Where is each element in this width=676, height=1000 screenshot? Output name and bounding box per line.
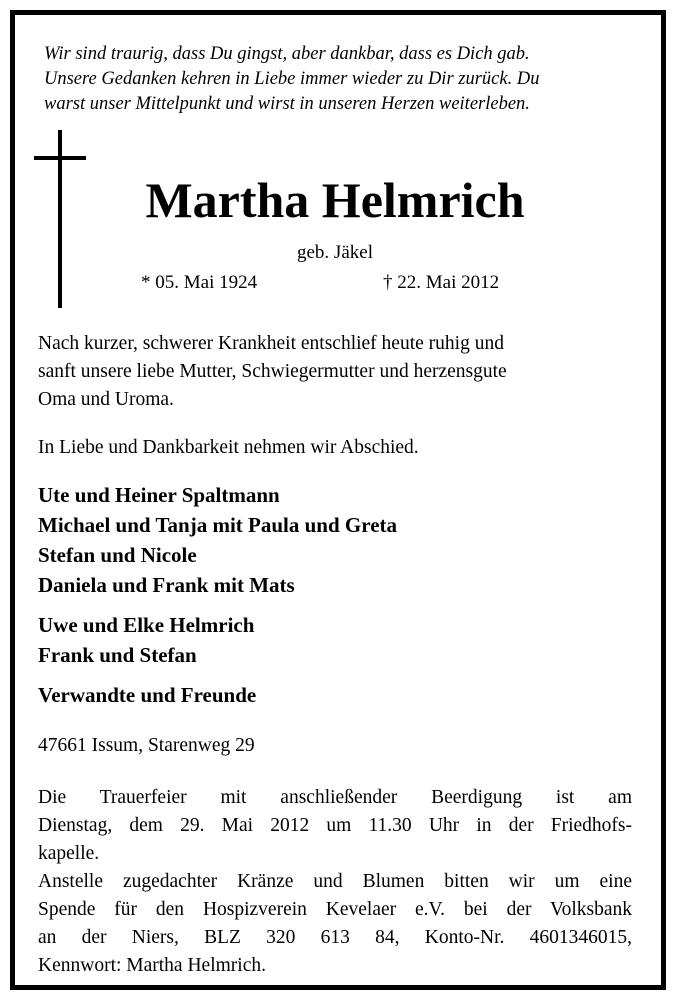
announcement-line: Nach kurzer, schwerer Krankheit entschlief heute ruhig und — [38, 333, 504, 354]
funeral-line: kapelle. — [38, 843, 100, 864]
mourner-line: Frank und Stefan — [38, 643, 197, 667]
address-line: 47661 Issum, Starenweg 29 — [38, 735, 255, 756]
death-date: † 22. Mai 2012 — [383, 272, 500, 293]
mourners-group-2 — [38, 610, 632, 670]
motto-line: warst unser Mittelpunkt und wirst in unseren Herzen weiterleben. — [44, 94, 530, 114]
funeral-line: Die Trauerfeier mit anschließender Beerdigung ist am — [38, 787, 632, 808]
deceased-name: Martha Helmrich — [145, 172, 525, 228]
farewell-text — [38, 434, 632, 462]
donation-line: Kennwort: Martha Helmrich. — [38, 955, 266, 976]
announcement-line: Oma und Uroma. — [38, 389, 174, 410]
mourner-line: Verwandte und Freunde — [38, 683, 257, 707]
mourner-line: Stefan und Nicole — [38, 543, 197, 567]
motto-line: Unsere Gedanken kehren in Liebe immer wieder zu Dir zurück. Du — [44, 69, 540, 89]
mourner-line: Ute und Heiner Spaltmann — [38, 483, 280, 507]
donation-line: Spende für den Hospizverein Kevelaer e.V. bei der Volksbank — [38, 899, 632, 920]
cross-icon — [34, 130, 86, 308]
funeral-details — [38, 784, 632, 980]
mourner-line: Daniela und Frank mit Mats — [38, 573, 295, 597]
donation-line: Anstelle zugedachter Kränze und Blumen bitten wir um eine — [38, 871, 632, 892]
announcement-line: sanft unsere liebe Mutter, Schwiegermutter und herzensgute — [38, 361, 507, 382]
birth-date: * 05. Mai 1924 — [141, 272, 258, 293]
mourner-line: Michael und Tanja mit Paula und Greta — [38, 513, 398, 537]
maiden-name: geb. Jäkel — [297, 242, 373, 263]
mourners-group-1 — [38, 480, 632, 600]
funeral-line: Dienstag, dem 29. Mai 2012 um 11.30 Uhr in der Friedhofs- — [38, 815, 632, 836]
announcement-text — [38, 330, 632, 414]
donation-line: an der Niers, BLZ 320 613 84, Konto-Nr. 4601346015, — [38, 927, 632, 948]
farewell-line: In Liebe und Dankbarkeit nehmen wir Abschied. — [38, 437, 419, 458]
mourner-line: Uwe und Elke Helmrich — [38, 613, 255, 637]
mourners-group-3 — [38, 680, 632, 710]
address — [38, 732, 632, 760]
motto-verse — [44, 42, 644, 117]
motto-line: Wir sind traurig, dass Du gingst, aber dankbar, dass es Dich gab. — [44, 44, 530, 64]
